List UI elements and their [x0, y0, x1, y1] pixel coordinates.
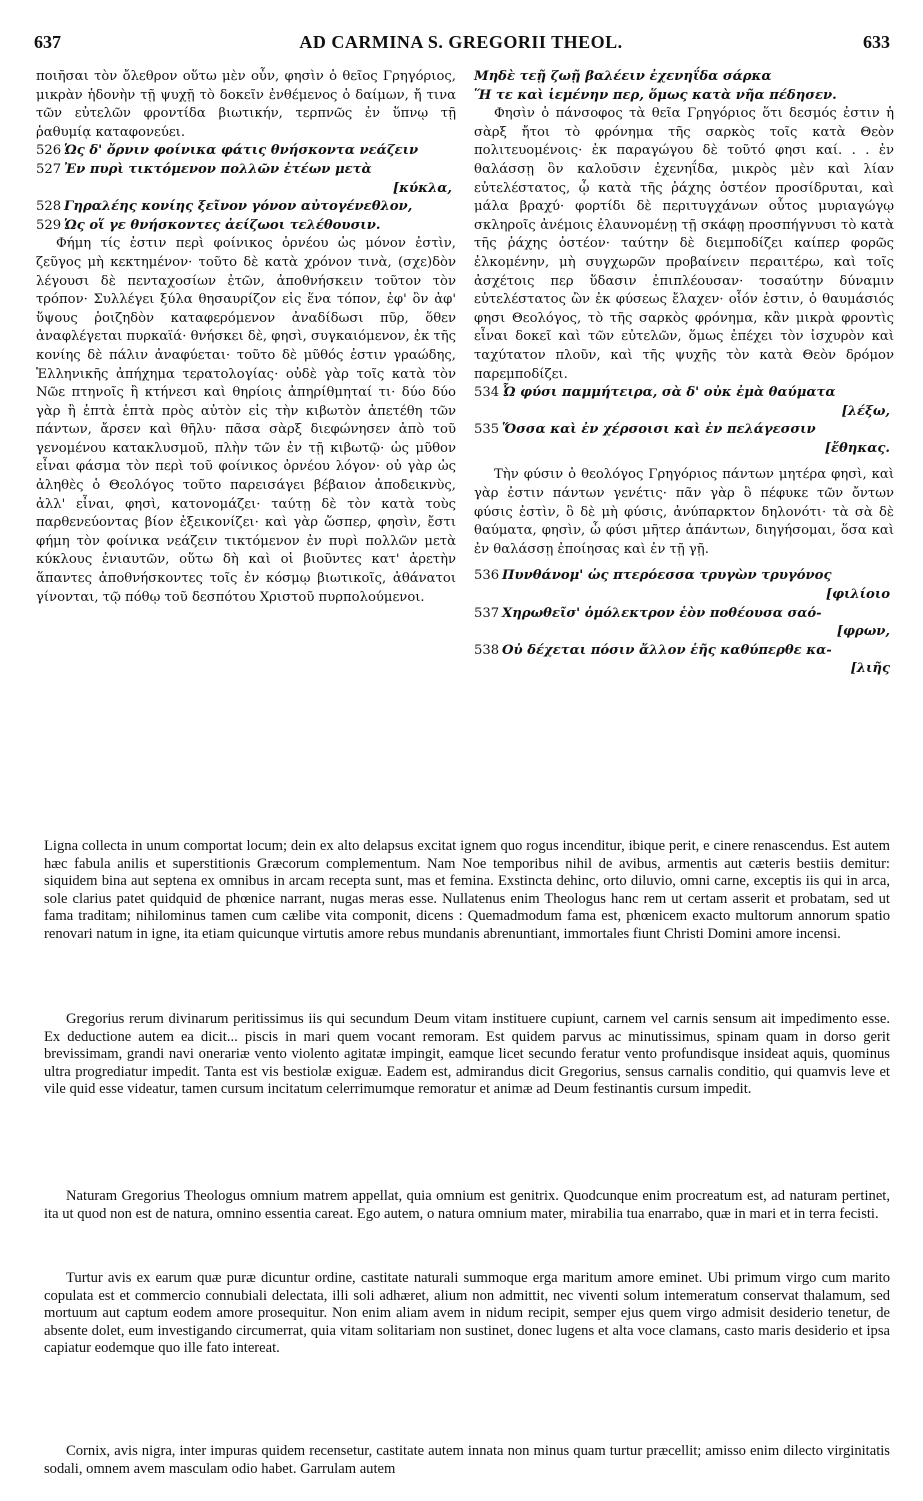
verse-number: 537	[474, 605, 500, 621]
verse-537	[474, 605, 894, 624]
verse-531: Ἥ τε καὶ ἱεμένην περ, ὅμως κατὰ νῆα πέδησεν.	[474, 87, 837, 103]
verse-537-continuation: [φρων,	[836, 624, 890, 640]
right-greek-column	[474, 68, 894, 679]
verse-text: Γηραλέης κονίης ξεῖνον γόνον αὐτογένεθλον,	[64, 199, 413, 215]
latin-paragraph: Ligna collecta in unum comportat locum; dein ex alto delapsus excitat ignem quo rogus incenditur, ibique perit, e cinere renascendus. Est autem hæc fabula anilis et superstitionis Græcorum complementum. Nam Noe temporibus nihil de avibus, armentis aut cæteris bestiis demitur: siquidem bina aut septena ex omnibus in arcam recepta sunt, mas et femina. Exstincta dehinc, orto diluvio, omni carne, exceptis iis qui in arca, sole clarius patet quidquid de phœnice narrant, nugas meras esse. Nullatenus enim Theologus hanc rem ut certam asserit et probatam, sed ut fama traditam; nihilominus tamen cum cælibe vita componit, dicens : Quemadmodum fama est, phœnicem exacto multorum annorum spatio renovari natum in igne, ita etiam quicunque virtutis amore rebus mundanis abrenuntiant, immortales fiunt Christi Domini amore incensi.	[44, 838, 890, 942]
spacer	[474, 559, 894, 567]
latin-translation-3	[44, 1188, 890, 1223]
running-header	[30, 32, 892, 56]
verse-527-continuation: [κύκλα,	[392, 180, 452, 196]
verse-526	[36, 142, 456, 161]
verse-text: Ὦ φύσι παμμήτειρα, σὰ δ' οὐκ ἐμὰ θαύματα	[502, 385, 836, 401]
left-commentary-2: Φήμη τίς ἐστιν περὶ φοίνικος ὀρνέου ὡς μόνον ἐστὶν, ζεῦγος μὴ κεκτημένον· τοῦτο δὲ κατὰ χρόνον τινὰ, (σχε)δὸν λέγουσι δὲ πενταχοσίων ἐτῶν, ἀποθνήσκειν τοῦτον τὸν τρόπον· Συλλέγει ξύλα θησαυρίζον εἰς ἕνα τόπον, ἐφ' ὃν ἀφ' ὕψους ῥοιζηδὸν καταφερόμενον ἀναδίδωσι πῦρ, ὅθεν ἀναφλέγεται πυρκαϊά· θνήσκει δὲ, φησὶ, συγκαιόμενον, ἐκ τῆς κονίης δὲ πάλιν ἀναφύεται· τοῦτο δὲ μῦθός ἐστιν γραώδης, Ἑλληνικῆς ἀπήχημα τερατολογίας· οὐδὲ γὰρ τοῖς κατὰ τὸν Νῶε πτηνοῖς ἢ κτήνεσι καὶ θηρίοις ἀπηρίθμηταί τι· δύο δύο γὰρ ἢ ἑπτὰ ἑπτὰ πρὸς αὐτὸν εἰς τὴν κιβωτὸν ἀπετέθη τῶν πάντων, ἄρσεν καὶ θῆλυ· πᾶσα σὰρξ διεφώνησεν ἀπὸ τοῦ γενομένου κατακλυσμοῦ, πλὴν τῶν ἐν τῇ κιβωτῷ· ὡς μῦθον εἶναι φάσμα τὸν περὶ τοῦ φοίνικος ὀρνέου λόγον· οὐ γὰρ ὡς ἀληθὲς ὁ Θεολόγος τοῦτο παρεισάγει βέβαιον ἀποδεικνὺς, ἀλλ' εἶναι, φησὶ, κατονομάζει· ταύτῃ δὲ τὸν κατὰ τοὺς παρθενεύοντας βίον ἐξεικονίζει· καὶ γὰρ ὥσπερ, φησὶν, ἔστι φήμη τὸν φοίνικα νεάζειν τικτόμενον ἐν πυρὶ πολλῶν μετὰ κύκλους ἐνιαυτῶν, οὕτω δὴ καὶ οἱ βιοῦντες κατ' ἀρετὴν ἅπαντες ἀποθνήσκοντες τοῖς ἐν κόσμῳ βιωτικοῖς, ἀθάνατοι γίνονται, τῷ πόθῳ τοῦ δεσπότου Χριστοῦ πυρπολούμενοι.	[36, 236, 456, 605]
verse-number: 534	[474, 385, 500, 401]
verse-text: Ὅσσα καὶ ἐν χέρσοισι καὶ ἐν πελάγεσσιν	[502, 422, 816, 438]
verse-536-continuation: [φιλίοιο	[825, 587, 890, 603]
verse-536	[474, 567, 894, 586]
right-commentary-1: Φησὶν ὁ πάνσοφος τὰ θεῖα Γρηγόριος ὅτι δεσμός ἐστιν ἡ σὰρξ ἤτοι τὸ φρόνημα τῆς σαρκὸς τοῖς κατὰ Θεὸν πολιτευομένοις· ἐκ παραγώγου δὲ τοῦτό φησι καί. . . ἐν θαλάσσῃ ὃν καλοῦσιν ἐχενηΐδα, μικρὸς μὲν καὶ λίαν εὐτελέστατος, ᾧ κατὰ τῆς ῥάχης ὀστέον προσίδρυται, καὶ μάλα βραχύ· φορτίδι δὲ περιτυγχάνων οὗτος μυριαγώγῳ σκληροῖς ἀνέμοις ἐλαυνομένῃ τῇ σκάφῃ προσπήγνυσι τὸ κατὰ τῆς ῥάχης ὀστέον· ταύτην δὲ διεμποδίζει καίπερ φορῶς ἐλκομένην, μὴ συγχωρῶν προβαίνειν περαιτέρω, καὶ τοῖς ἀσχέτοις περ ὕδασιν ἐπιπλέουσαν· τοσαύτην δύναμιν εὐτελέστατος ὢν ἐκ φύσεως ἔλαχεν· οἷόν ἐστιν, ὁ θαυμάσιός φησι Θεολόγος, τὸ τῆς σαρκὸς φρόνημα, κἂν μικρὰ φροντὶς εἶναι δοκεῖ καὶ τῶν εὐτελῶν, ὅμως ἐπέχει τὸν ἰσχυρὸν καὶ ταχύτατον πλοῦν, καὶ τῆς ψυχῆς τὸν κατὰ Θεὸν δρόμον παρεμποδίζει.	[474, 106, 894, 382]
verse-text: Ὡς δ' ὄρνιν φοίνικα φάτις θνήσκοντα νεάζειν	[64, 143, 419, 159]
verse-534-continuation: [λέξω,	[841, 403, 890, 419]
latin-translation-4	[44, 1270, 890, 1358]
verse-number: 526	[36, 143, 62, 159]
verse-number: 528	[36, 199, 62, 215]
page-number-right: 633	[863, 32, 890, 52]
right-commentary-2: Τὴν φύσιν ὁ θεολόγος Γρηγόριος πάντων μητέρα φησὶ, καὶ γὰρ ἐστιν πάντων γενέτις· πᾶν γὰρ ὃ πέφυκε τῶν ὄντων φύσις ἐστὶν, ὃ δὲ μὴ φύσις, ἀνύπαρκτον δηλονότι· τὰ σὰ δὲ θαύματα, φησὶν, ὦ φύσι μῆτερ ἁπάντων, διηγήσομαι, ὅσα καὶ ἐν θαλάσσῃ ἐποίησας καὶ ἐν τῇ γῇ.	[474, 467, 894, 557]
latin-paragraph: Cornix, avis nigra, inter impuras quidem recensetur, castitate autem innata non minus quam turtur præcellit; amisso enim dilecto virginitatis sodali, omnem avem masculam odio habet. Garrulam autem	[44, 1443, 890, 1477]
verse-text: Ὡς οἵ γε θνήσκοντες ἀείζωοι τελέθουσιν.	[64, 217, 381, 233]
verse-529	[36, 217, 456, 236]
verse-538-continuation: [λιῆς	[850, 661, 890, 677]
page-number-left: 637	[34, 32, 61, 52]
verse-number: 536	[474, 568, 500, 584]
verse-number: 538	[474, 642, 500, 658]
verse-number: 529	[36, 217, 62, 233]
verse-text: Ἐν πυρὶ τικτόμενον πολλῶν ἐτέων μετὰ	[64, 161, 372, 177]
running-title: AD CARMINA S. GREGORII THEOL.	[299, 32, 623, 52]
latin-translation-2	[44, 1011, 890, 1099]
verse-number: 527	[36, 161, 62, 177]
latin-translation-1	[44, 838, 890, 944]
verse-527	[36, 161, 456, 180]
latin-paragraph: Turtur avis ex earum quæ puræ dicuntur ordine, castitate naturali summoque erga maritum amore eminet. Ubi primum virgo cum marito copulata est et commercio connubiali delectata, illi soli adhæret, alium non admittit, nec viventi solum intemeratum conservat thalamum, sed mortuum aut captum eodem amore prosequitur. Non enim aliam avem in nidum recipit, semper ejus quem virgo admisit desiderio tenetur, de absente dolet, eum investigando circumerrat, quia vitam solitariam non sustinet, donec lugens et alta voce clamans, casto maris desiderio et ipsa capiatur eodemque quo ille fato intereat.	[44, 1270, 890, 1357]
latin-translation-5	[44, 1443, 890, 1478]
verse-text: Οὐ δέχεται πόσιν ἄλλον ἑῆς καθύπερθε κα-	[502, 642, 832, 658]
verse-538	[474, 642, 894, 661]
verse-number: 535	[474, 422, 500, 438]
verse-530: Μηδὲ τεῇ ζωῇ βαλέειν ἐχενηΐδα σάρκα	[474, 69, 772, 84]
latin-paragraph: Gregorius rerum divinarum peritissimus iis qui secundum Deum vitam instituere cupiunt, carnem vel carnis sensum ait impedimento esse. Ex deductione autem ea dicit... piscis in mari quem vocant remoram. Est quidem parvus ac minutissimus, spinam quam in dorso gerit brevissimam, grandi navi onerariæ vento violento agitatæ impingit, eamque licet secundo feratur vento profundisque insideat aquis, quominus ultra progrediatur impedit. Tanta est vis bestiolæ exiguæ. Eadem est, admirandus dicit Gregorius, sensus carnalis conditio, qui quamvis leve et vile quid esse videatur, tamen cursum incitatum celerrimumque remoratur et animæ ad Deum festinantis cursum impedit.	[44, 1011, 890, 1098]
left-greek-column	[36, 68, 456, 607]
verse-534	[474, 384, 894, 403]
spacer	[474, 458, 894, 466]
left-commentary-1: ποιῆσαι τὸν ὄλεθρον οὕτω μὲν οὖν, φησὶν ὁ θεῖος Γρηγόριος, μικρὰν ἡδονὴν τῇ ψυχῇ τὸ δοκεῖν ἐνθέμενος ὁ δαίμων, ἤ τινα τῶν εὐτελῶν φροντίδα βιωτικήν, τερπνῶς ἐν ὕπνῳ τῇ ῥαθυμίᾳ καταφονεύει.	[36, 69, 456, 140]
verse-528	[36, 198, 456, 217]
verse-535	[474, 421, 894, 440]
latin-paragraph: Naturam Gregorius Theologus omnium matrem appellat, quia omnium est genitrix. Quodcunque enim procreatum est, ad naturam pertinet, ita ut quod non est de natura, omnino essentia careat. Ego autem, o natura omnium mater, mirabilia tua enarrabo, quæ in mari et in terra fecisti.	[44, 1188, 890, 1222]
verse-text: Χηρωθεῖσ' ὁμόλεκτρον ἑὸν ποθέουσα σαό-	[502, 605, 822, 621]
verse-535-continuation: [ἔθηκας.	[824, 440, 890, 456]
verse-text: Πυνθάνομ' ὡς πτερόεσσα τρυγὼν τρυγόνος	[502, 568, 832, 584]
